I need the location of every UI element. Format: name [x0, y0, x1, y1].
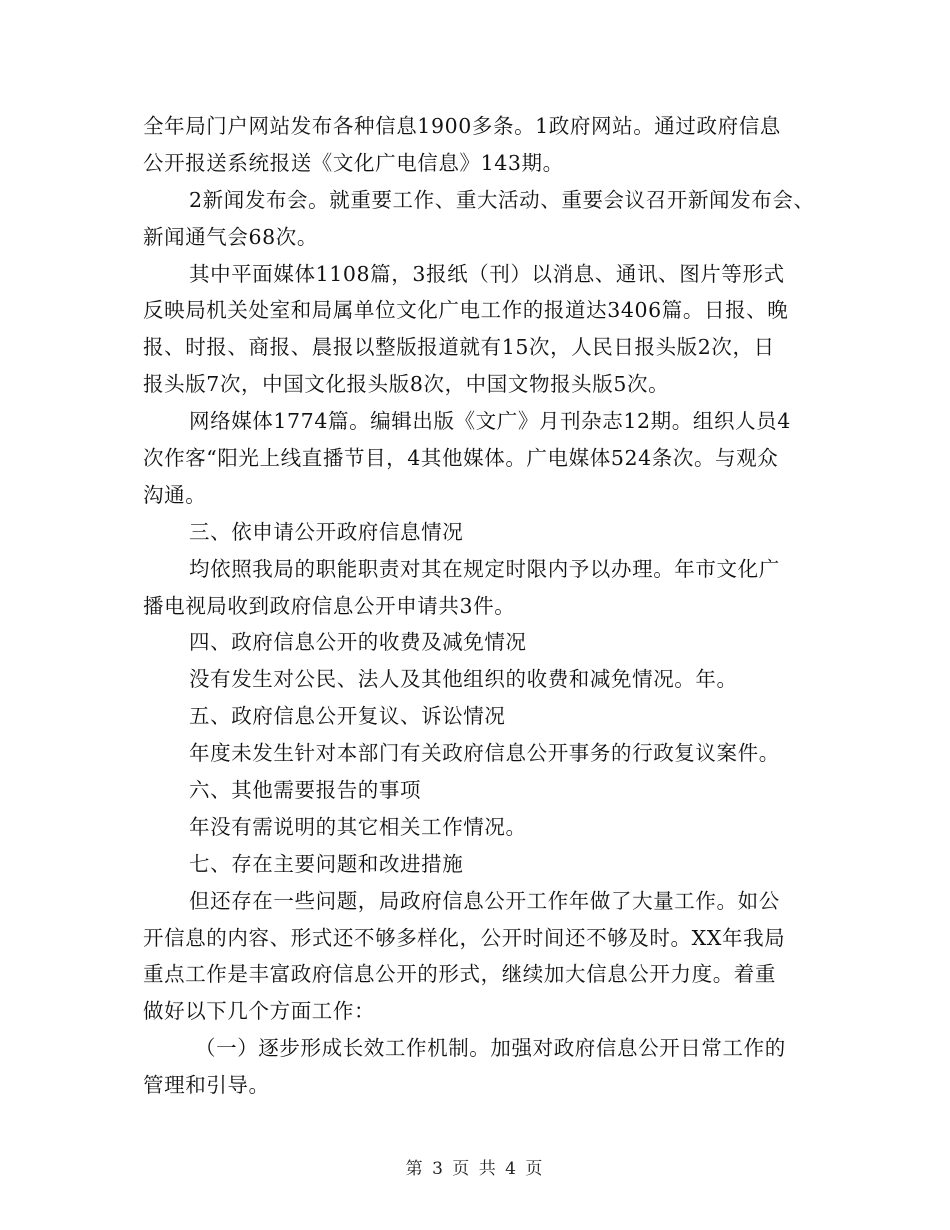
text-line: 均依照我局的职能职责对其在规定时限内予以办理。年市文化广 — [189, 556, 780, 581]
text-line: 网络媒体1774篇。编辑出版《文广》月刊杂志12期。组织人员4 — [189, 409, 791, 434]
document-body — [143, 108, 823, 1104]
text-line: 没有发生对公民、法人及其他组织的收费和减免情况。年。 — [189, 667, 738, 692]
text-line: 开信息的内容、形式还不够多样化，公开时间还不够及时。XX年我局 — [143, 925, 786, 950]
text-line: 播电视局收到政府信息公开申请共3件。 — [143, 593, 516, 618]
text-line: 但还存在一些问题，局政府信息公开工作年做了大量工作。如公 — [189, 888, 780, 913]
text-line: 2新闻发布会。就重要工作、重大活动、重要会议召开新闻发布会、 — [189, 187, 815, 212]
section-heading: 五、政府信息公开复议、诉讼情况 — [189, 704, 506, 729]
text-line: 年度未发生针对本部门有关政府信息公开事务的行政复议案件。 — [189, 741, 780, 766]
text-line: 反映局机关处室和局属单位文化广电工作的报道达3406篇。日报、晚 — [143, 298, 789, 323]
text-line: 其中平面媒体1108篇，3报纸（刊）以消息、通讯、图片等形式 — [189, 261, 785, 286]
text-line: 重点工作是丰富政府信息公开的形式，继续加大信息公开力度。着重 — [143, 962, 776, 987]
text-line: 新闻通气会68次。 — [143, 224, 318, 249]
section-heading: 四、政府信息公开的收费及减免情况 — [189, 630, 527, 655]
text-line: 报、时报、商报、晨报以整版报道就有15次，人民日报头版2次，日 — [143, 335, 775, 360]
text-line: （一）逐步形成长效工作机制。加强对政府信息公开日常工作的 — [195, 1036, 786, 1061]
section-heading: 三、依申请公开政府信息情况 — [189, 519, 464, 544]
section-heading: 六、其他需要报告的事项 — [189, 778, 422, 803]
text-line: 次作客“阳光上线直播节目，4其他媒体。广电媒体524条次。与观众 — [143, 446, 779, 471]
text-line: 沟通。 — [143, 482, 207, 507]
text-line: 做好以下几个方面工作： — [143, 999, 376, 1024]
text-line: 管理和引导。 — [143, 1073, 270, 1098]
page-number: 第 3 页 共 4 页 — [405, 1159, 545, 1179]
text-line: 公开报送系统报送《文化广电信息》143期。 — [143, 150, 564, 175]
text-line: 年没有需说明的其它相关工作情况。 — [189, 814, 527, 839]
text-line: 报头版7次，中国文化报头版8次，中国文物报头版5次。 — [143, 372, 670, 397]
text-line: 全年局门户网站发布各种信息1900多条。1政府网站。通过政府信息 — [143, 114, 781, 138]
section-heading: 七、存在主要问题和改进措施 — [189, 851, 464, 876]
